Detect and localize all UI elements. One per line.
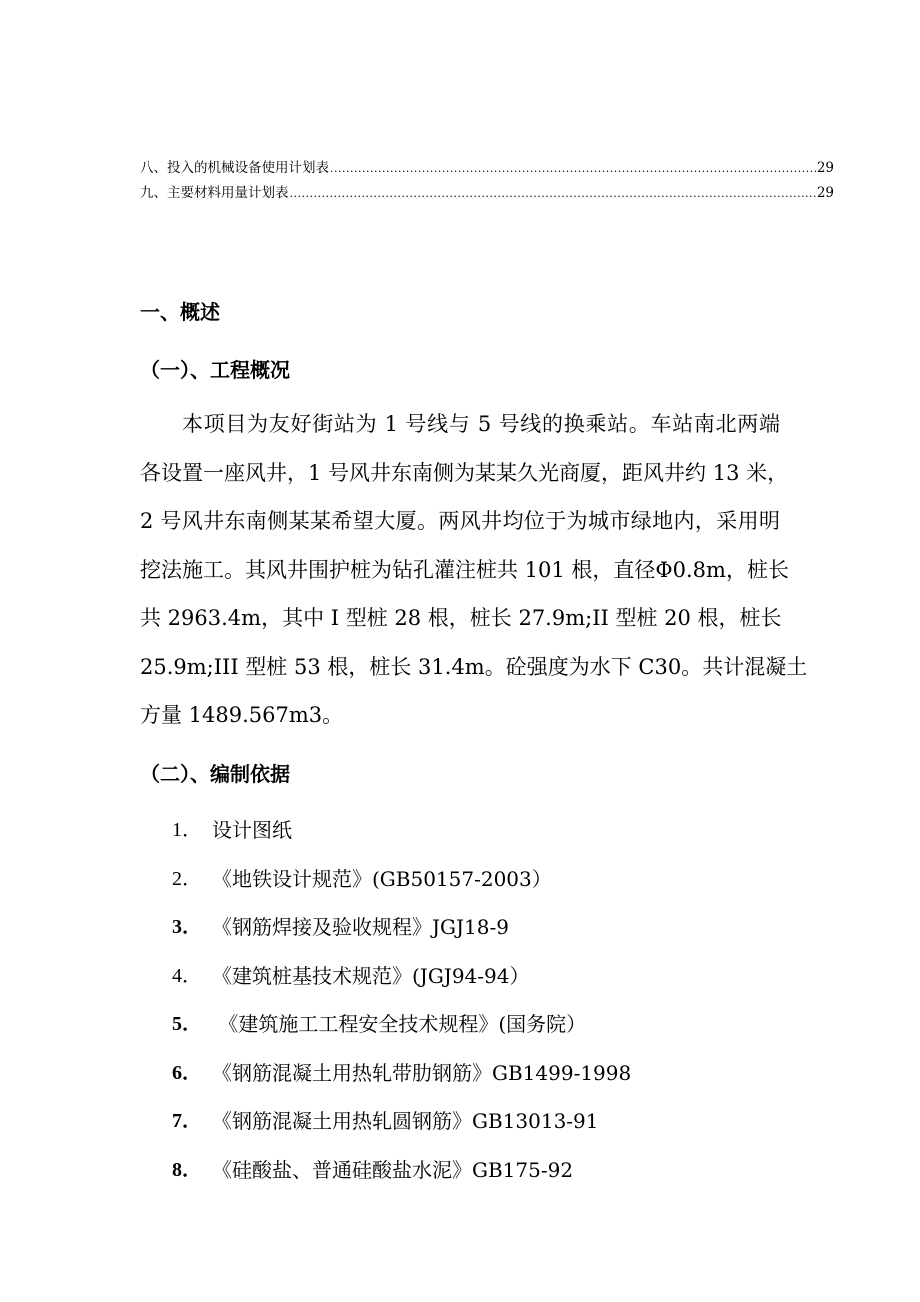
- list-item-text: 设计图纸: [212, 818, 292, 842]
- list-item: [172, 816, 631, 865]
- toc-entry-page: 29: [816, 160, 834, 176]
- paragraph-line: 各设置一座风井，1 号风井东南侧为某某久光商厦，距风井约 13 米，: [140, 460, 789, 485]
- toc-entry[interactable]: [140, 181, 834, 206]
- subsection-heading-project-overview: （一）、工程概况: [140, 358, 290, 382]
- paragraph-line: 本项目为友好街站为 1 号线与 5 号线的换乘站。车站南北两端: [182, 412, 780, 436]
- list-item: [172, 1010, 631, 1059]
- toc-leader-dots: [290, 187, 816, 200]
- list-item-number: 6．: [172, 1061, 202, 1084]
- toc-entry-label: 九、主要材料用量计划表: [140, 185, 289, 201]
- compilation-basis-list: [172, 816, 631, 1204]
- list-item-text: 《硅酸盐、普通硅酸盐水泥》GB175-92: [212, 1157, 574, 1182]
- paragraph-line: 共 2963.4m，其中 I 型桩 28 根，桩长 27.9m;II 型桩 20 根，桩长: [140, 606, 782, 630]
- list-item-number: 7．: [172, 1110, 202, 1132]
- list-item-number: 5．: [172, 1013, 202, 1035]
- toc-entry-label: 八、投入的机械设备使用计划表: [140, 160, 329, 176]
- list-item: [172, 865, 631, 914]
- subsection-heading-compilation-basis: （二）、编制依据: [140, 762, 290, 786]
- list-item: [172, 962, 631, 1011]
- list-item-text: 《建筑施工工程安全技术规程》(国务院）: [212, 1012, 587, 1036]
- paragraph-line: 挖法施工。其风井围护桩为钻孔灌注桩共 101 根，直径Φ0.8m，桩长: [140, 557, 789, 582]
- list-item: [172, 1107, 631, 1156]
- paragraph-line: 方量 1489.567m3。: [140, 703, 344, 727]
- toc-entry[interactable]: [140, 156, 834, 181]
- list-item-number: 2．: [172, 867, 202, 890]
- list-item-text: 《钢筋混凝土用热轧圆钢筋》GB13013-91: [212, 1109, 599, 1133]
- table-of-contents: [140, 156, 834, 206]
- project-overview-paragraph: [140, 410, 808, 750]
- toc-entry-page: 29: [816, 185, 834, 201]
- section-heading-overview: 一、概述: [140, 300, 220, 324]
- list-item-number: 4．: [172, 964, 202, 987]
- list-item-number: 8．: [172, 1158, 202, 1181]
- paragraph-line: 25.9m;III 型桩 53 根，桩长 31.4m。砼强度为水下 C30。共计混凝土: [140, 654, 808, 679]
- paragraph-line: 2 号风井东南侧某某希望大厦。两风井均位于为城市绿地内，采用明: [140, 509, 780, 533]
- list-item-text: 《钢筋混凝土用热轧带肋钢筋》GB1499-1998: [212, 1060, 632, 1085]
- list-item: [172, 913, 631, 962]
- list-item-number: 3．: [172, 916, 202, 938]
- list-item: [172, 1156, 631, 1205]
- toc-leader-dots: [330, 162, 816, 175]
- list-item-number: 1．: [172, 819, 202, 841]
- list-item-text: 《地铁设计规范》(GB50157-2003）: [212, 866, 552, 891]
- list-item: [172, 1059, 631, 1108]
- list-item-text: 《钢筋焊接及验收规程》JGJ18-9: [212, 915, 509, 939]
- list-item-text: 《建筑桩基技术规范》(JGJ94-94）: [212, 963, 530, 988]
